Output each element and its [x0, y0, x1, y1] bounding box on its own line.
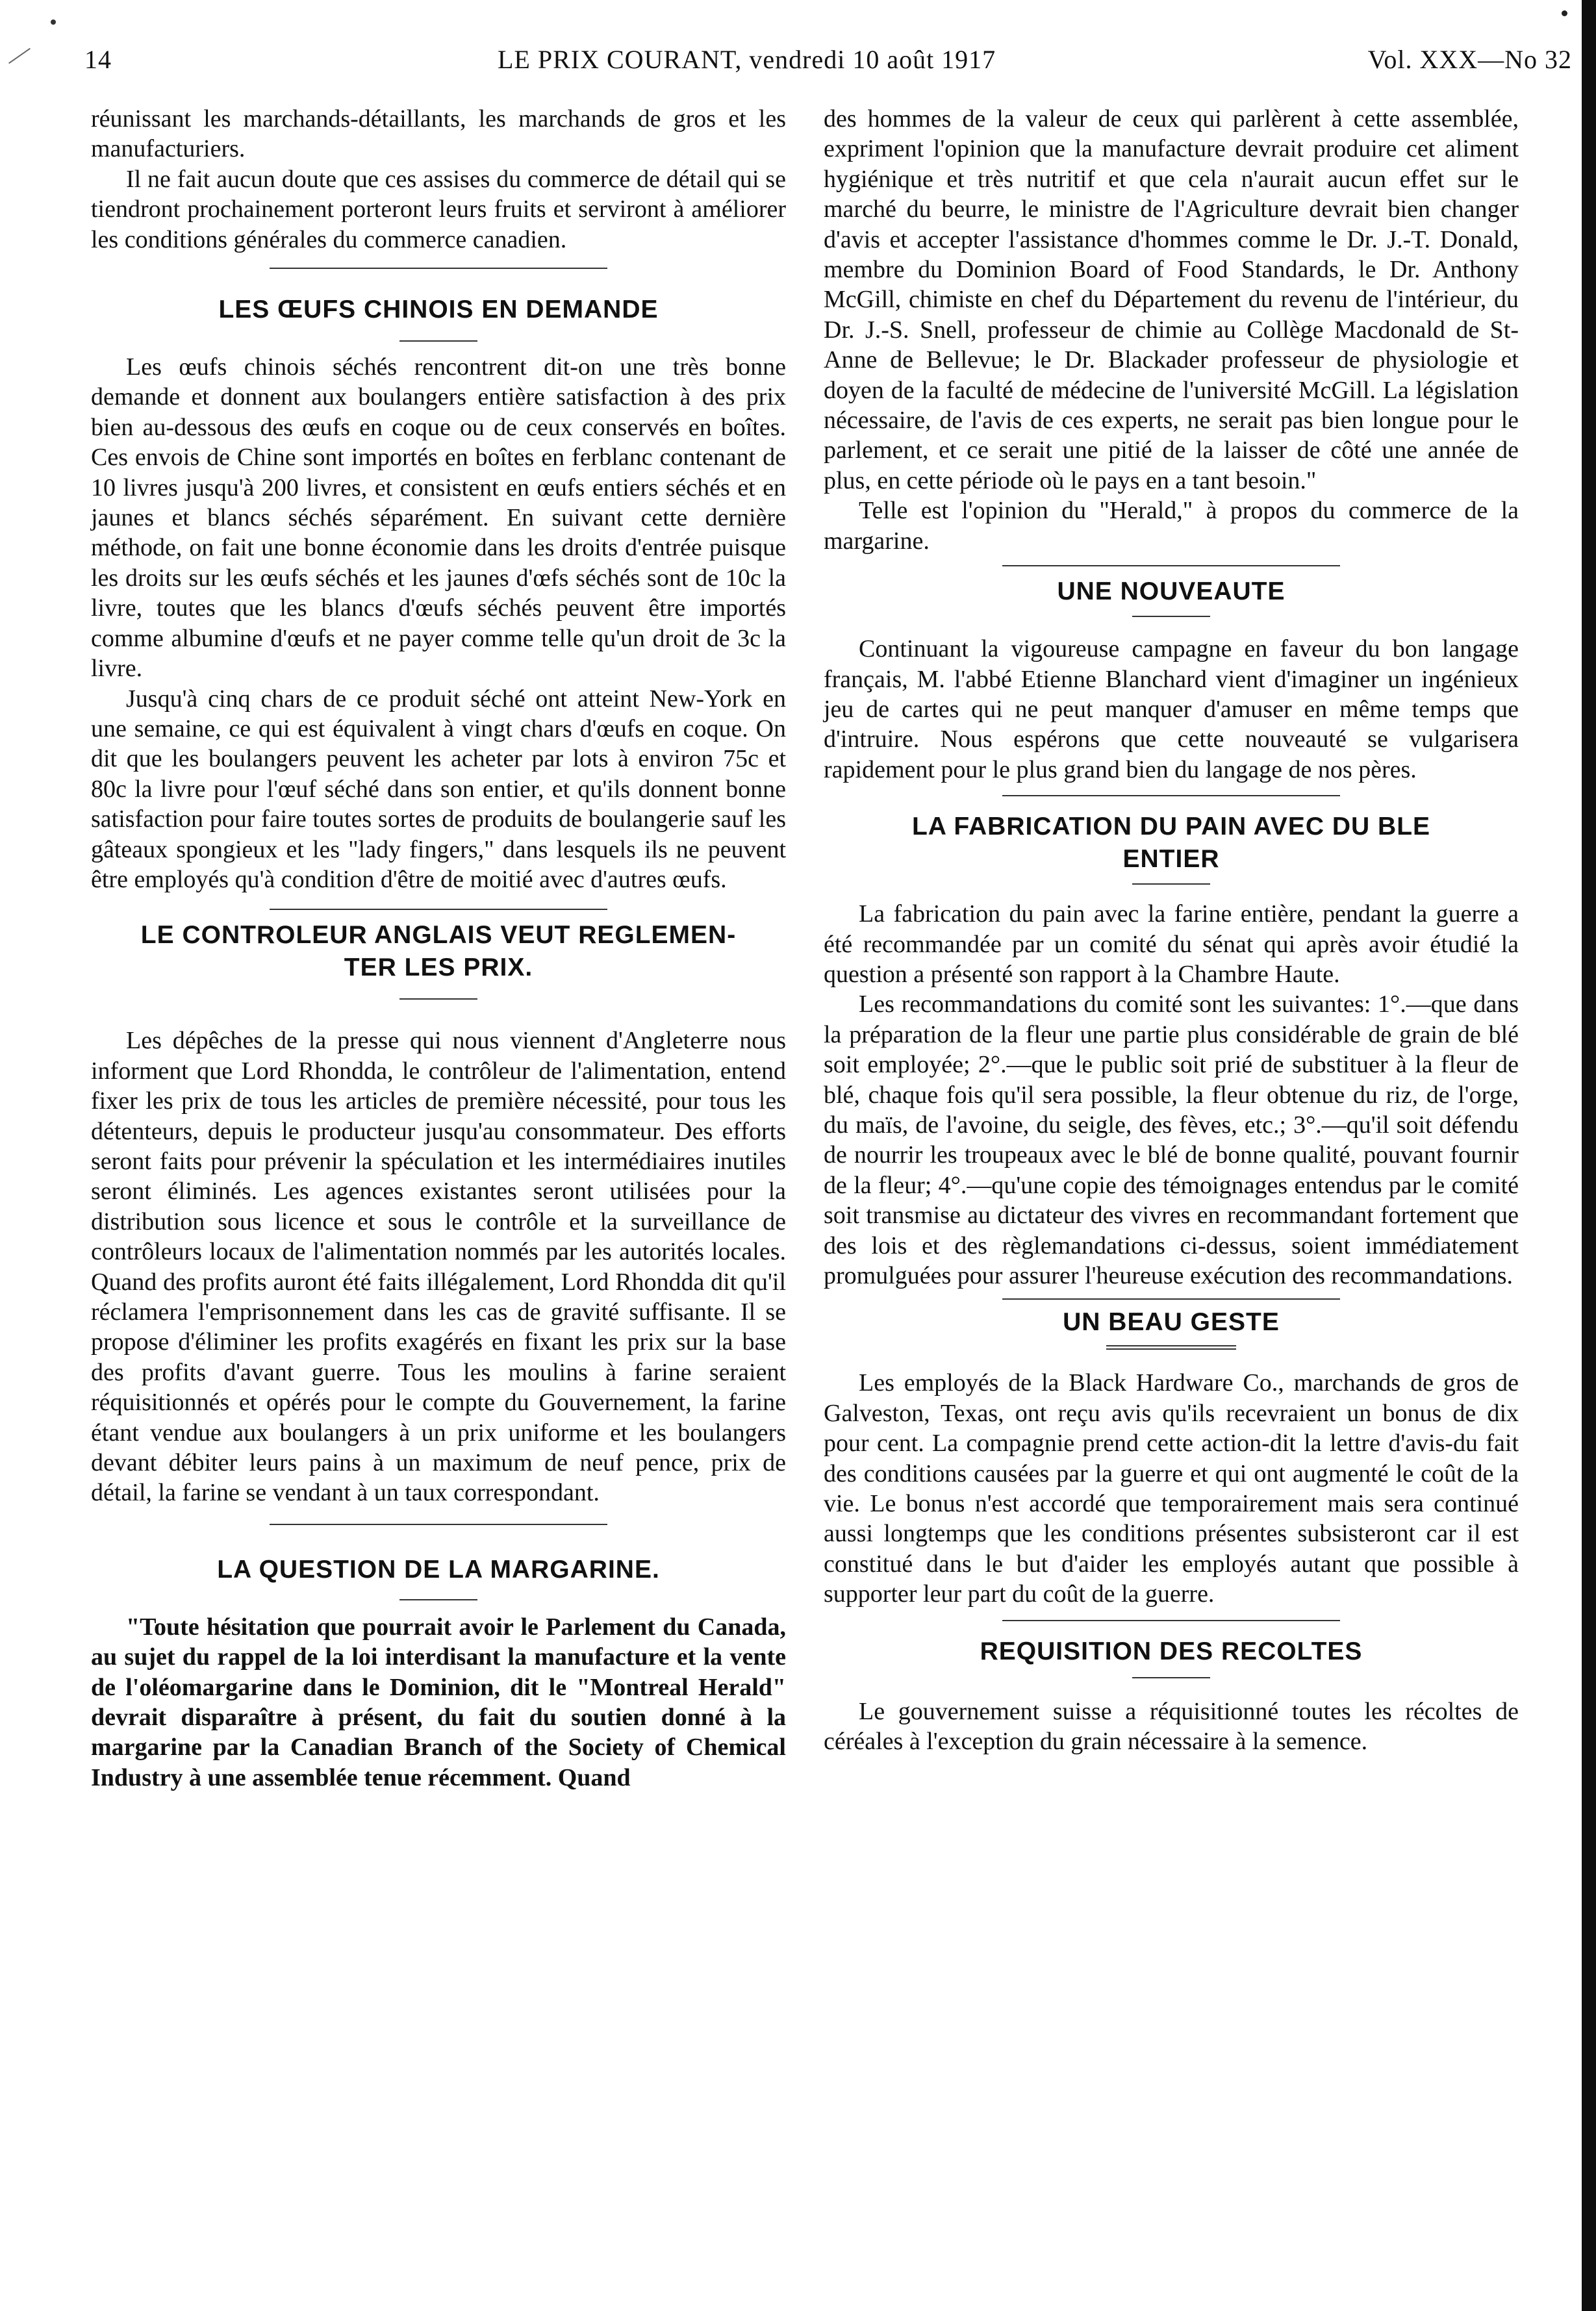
section-heading: TER LES PRIX.: [344, 953, 533, 982]
newspaper-title: LE PRIX COURANT, vendredi 10 août 1917: [498, 45, 996, 74]
ink-speck: [51, 19, 56, 25]
section-heading: LA QUESTION DE LA MARGARINE.: [217, 1555, 660, 1584]
corner-mark: [8, 48, 31, 64]
running-head: [84, 44, 1572, 83]
section-heading: REQUISITION DES RECOLTES: [980, 1637, 1363, 1665]
article-paragraph: Les recommandations du comité sont les suivantes: 1°.—que dans la préparation de la fleur une partie plus considérable de grain de blé soit employée; 2°.—que le public soit prié de substituer à la fleur de blé, chaque fois qu'il sera possible, la fleur obtenue du riz, de l'orge, du maïs, de l'avoine, du seigle, des fèves, etc.; 3°.—qu'il soit défendu de nourrir les troupeaux avec le blé de bonne qualité, pouvant fournir de la fleur; 4°.—qu'une copie des témoignages entendus par le comité soit transmise au dictateur des vivres en recommandant fortement que des lois et des règlemandations ci-dessus, soient immédiatement promulguées pour assurer l'heureuse exécution des recommandations.: [824, 991, 1519, 1289]
article-paragraph: Le gouvernement suisse a réquisitionné toutes les récoltes de céréales à l'exception du grain nécessaire à la semence.: [824, 1697, 1519, 1756]
article-paragraph: Les employés de la Black Hardware Co., marchands de gros de Galveston, Texas, ont reçu avis qu'ils recevraient un bonus de dix pour cent. La compagnie prend cette action-dit la lettre d'avis-du fait des conditions causées par la guerre et qui ont augmenté le coût de la vie. Le bonus n'est accordé que temporairement mais sera continué aussi longtemps que les conditions présentes subsisteront car il est constitué dans le but d'aider les employés autant que possible à supporter leur part du coût de la guerre.: [824, 1369, 1519, 1608]
article-paragraph: "Toute hésitation que pourrait avoir le Parlement du Canada, au sujet du rappel de la loi interdisant la manufacture et la vente de l'oléomargarine dans le Dominion, dit le "Montreal Herald" devrait disparaître à présent, du fait du soutien donné à la margarine par la Canadian Branch of the Society of Chemical Industry à une assemblée tenue récemment. Quand: [91, 1613, 786, 1791]
article-paragraph: Les œufs chinois séchés rencontrent dit-on une très bonne demande et donnent aux boulangers entière satisfaction à des prix bien au-dessous des œufs en coque ou de ceux conservés en boîtes. Ces envois de Chine sont importés en boîtes en ferblanc contenant de 10 livres jusqu'à 200 livres, et consistent en œufs entiers séchés et en jaunes et blancs séchés séparément. En suivant cette dernière méthode, on fait une bonne économie dans les droits d'entrée puisque les droits sur les œufs séchés et les jaunes d'œfs séchés sont de 10c la livre, toutes que les blancs d'œufs séchés peuvent être importés comme albumine d'œufs et ne payer comme telle qu'un droit de 3c la livre.: [91, 353, 786, 683]
right-column: [824, 104, 1519, 1756]
article-paragraph: La fabrication du pain avec la farine entière, pendant la guerre a été recommandée par un comité du sénat qui après avoir étudié la question a présenté son rapport à la Chambre Haute.: [824, 900, 1519, 988]
article-paragraph: Il ne fait aucun doute que ces assises du commerce de détail qui se tiendront prochainement porteront leurs fruits et serviront à améliorer les conditions générales du commerce canadien.: [91, 165, 786, 253]
section-heading: UN BEAU GESTE: [1063, 1308, 1280, 1337]
left-column: [91, 104, 786, 1793]
page-number: 14: [84, 45, 112, 74]
section-heading: UNE NOUVEAUTE: [1057, 577, 1286, 606]
page-edge: [1582, 0, 1596, 2311]
article-paragraph: Les dépêches de la presse qui nous viennent d'Angleterre nous informent que Lord Rhondda, le contrôleur de l'alimentation, entend fixer les prix de tous les articles de première nécessité, pour tous les détenteurs, depuis le producteur jusqu'au consommateur. Des efforts seront faits pour prévenir la spéculation et les intermédiaires inutiles seront éliminés. Les agences existantes seront utilisées pour la distribution sous licence et sous le contrôle et la surveillance de contrôleurs locaux de l'alimentation nommés par les autorités locales. Quand des profits auront été faits illégalement, Lord Rhondda dit qu'il réclamera l'emprisonnement dans les cas de gravité suffisante. Il se propose d'éliminer les profits exagérés en fixant les prix sur la base des profits d'avant guerre. Tous les moulins à farine seraient réquisitionnés et opérés pour le compte du Gouvernement, la farine étant vendue aux boulangers à un prix uniforme et les boulangers devant débiter leurs pains à un maximum de neuf pence, prix de détail, la farine se vendant à un taux correspondant.: [91, 1027, 786, 1507]
section-heading: ENTIER: [1122, 845, 1220, 874]
ink-speck: [1562, 10, 1567, 16]
article-paragraph: Continuant la vigoureuse campagne en faveur du bon langage français, M. l'abbé Etienne Blanchard vient d'imaginer un ingénieux jeu de cartes qui ne peut manquer d'amuser en même temps que d'intruire. Nous espérons que cette nouveauté se vulgarisera rapidement pour le plus grand bien du langage de nos pères.: [824, 635, 1519, 783]
article-paragraph: réunissant les marchands-détaillants, les marchands de gros et les manufacturiers.: [91, 105, 786, 163]
volume-number: Vol. XXX—No 32: [1367, 45, 1572, 74]
heading-rule: [1106, 1345, 1236, 1350]
section-heading: LA FABRICATION DU PAIN AVEC DU BLE: [911, 813, 1431, 841]
article-paragraph: des hommes de la valeur de ceux qui parlèrent à cette assemblée, expriment l'opinion que la manufacture devrait produire cet aliment hygiénique et très nutritif et que cela n'aurait aucun effet sur le marché du beurre, le ministre de l'Agriculture devrait bien changer d'avis et accepter l'assistance d'hommes comme le Dr. J.-T. Donald, membre du Dominion Board of Food Standards, le Dr. Anthony McGill, chimiste en chef du Département du revenu de l'intérieur, du Dr. J.-S. Snell, professeur de chimie au Collège Macdonald de St-Anne de Bellevue; le Dr. Blackader professeur de physiologie et doyen de la faculté de médecine de l'université McGill. La législation nécessaire, de l'avis de ces experts, ne serait pas bien longue pour le parlement, et ce serait une pitié de la laisser de côté une année de plus, en cette période où le pays en a tant besoin.": [824, 105, 1519, 494]
section-heading: LES ŒUFS CHINOIS EN DEMANDE: [218, 296, 659, 324]
section-heading: LE CONTROLEUR ANGLAIS VEUT REGLEMEN-: [140, 921, 737, 950]
article-paragraph: Telle est l'opinion du "Herald," à propos du commerce de la margarine.: [824, 497, 1519, 555]
article-paragraph: Jusqu'à cinq chars de ce produit séché ont atteint New-York en une semaine, ce qui est équivalent à vingt chars d'œufs en coque. On dit que les boulangers peuvent les acheter par lots à environ 75c et 80c la livre pour l'œuf séché dans son entier, et qu'ils donnent bonne satisfaction pour faire toutes sortes de produits de boulangerie sauf les gâteaux spongieux et les "lady fingers," dans lesquels ils ne peuvent être employés qu'à condition d'être de moitié avec d'autres œufs.: [91, 685, 786, 893]
